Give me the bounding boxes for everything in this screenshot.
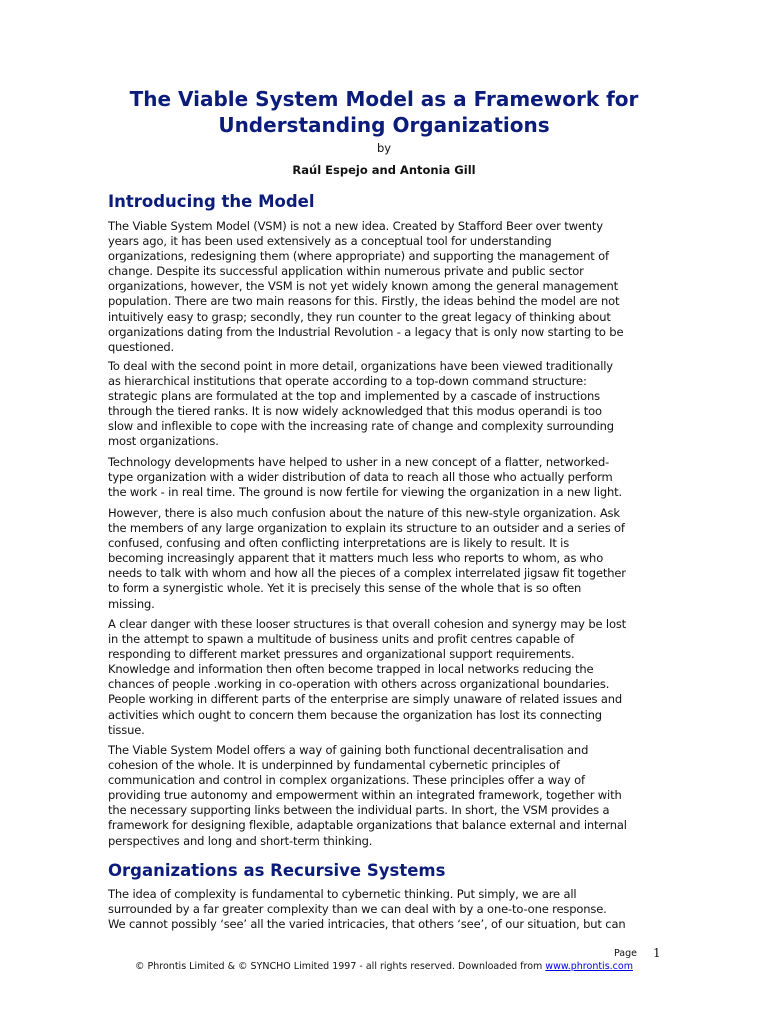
text-line: communication and control in complex organizations. These principles offer a way of bbox=[108, 773, 585, 788]
text-line: The Viable System Model offers a way of gaining both functional decentralisation and bbox=[108, 743, 589, 757]
paragraph-1 bbox=[108, 219, 663, 355]
text-line: the members of any large organization to explain its structure to an outsider and a series of bbox=[108, 521, 625, 536]
footer-copyright bbox=[0, 961, 768, 973]
text-line: years ago, it has been used extensively as a conceptual tool for understanding bbox=[108, 234, 552, 249]
text-line: through the tiered ranks. It is now widely acknowledged that this modus operandi is too bbox=[108, 404, 602, 419]
text-line: type organization with a wider distribution of data to reach all those who actually perform bbox=[108, 470, 613, 485]
title-line-1: The Viable System Model as a Framework for bbox=[129, 87, 639, 111]
footer-page-label: Page bbox=[614, 948, 637, 959]
paragraph-6 bbox=[108, 743, 663, 849]
text-line: slow and inflexible to cope with the increasing rate of change and complexity surrounding bbox=[108, 419, 614, 434]
text-line: activities which ought to concern them because the organization has lost its connecting bbox=[108, 707, 602, 722]
text-line: The Viable System Model (VSM) is not a new idea. Created by Stafford Beer over twenty bbox=[108, 219, 603, 233]
text-line: needs to talk with whom and how all the pieces of a complex interrelated jigsaw fit together bbox=[108, 566, 626, 581]
text-line: perspectives and long and short-term thinking. bbox=[108, 833, 373, 848]
document-title bbox=[0, 86, 768, 138]
text-line: organizations, however, the VSM is not yet widely known among the general management bbox=[108, 279, 619, 294]
text-line: becoming increasingly apparent that it matters much less who reports to whom, as who bbox=[108, 551, 604, 566]
text-line: cohesion of the whole. It is underpinned by fundamental cybernetic principles of bbox=[108, 758, 560, 773]
text-line: framework for designing flexible, adaptable organizations that balance external and internal bbox=[108, 818, 627, 833]
text-line: tissue. bbox=[108, 722, 145, 737]
copyright-text: © Phrontis Limited & © SYNCHO Limited 1997 - all rights reserved. Downloaded from bbox=[135, 961, 546, 972]
paragraph-7 bbox=[108, 887, 663, 932]
text-line: the work - in real time. The ground is now fertile for viewing the organization in a new light. bbox=[108, 485, 623, 500]
text-line: We cannot possibly ‘see’ all the varied intricacies, that others ‘see’, of our situation, but can bbox=[108, 917, 626, 932]
text-line: organizations dating from the Industrial Revolution - a legacy that is only now starting to be bbox=[108, 324, 624, 339]
footer-page-number: 1 bbox=[653, 946, 661, 960]
text-line: organizations, redesigning them (where appropriate) and supporting the management of bbox=[108, 249, 609, 264]
text-line: responding to different market pressures and organizational support requirements. bbox=[108, 647, 575, 662]
paragraph-5 bbox=[108, 617, 663, 738]
text-line: to form a synergistic whole. Yet it is precisely this sense of the whole that is so often bbox=[108, 581, 582, 596]
text-line: intuitively easy to grasp; secondly, they run counter to the great legacy of thinking about bbox=[108, 309, 611, 324]
text-line: strategic plans are formulated at the top and implemented by a cascade of instructions bbox=[108, 389, 600, 404]
paragraph-2 bbox=[108, 359, 663, 450]
authors: Raúl Espejo and Antonia Gill bbox=[292, 163, 476, 177]
text-line: in the attempt to spawn a multitude of business units and profit centres capable of bbox=[108, 632, 575, 647]
text-line: However, there is also much confusion about the nature of this new-style organization. Ask bbox=[108, 506, 620, 520]
text-line: the necessary supporting links between the individual parts. In short, the VSM provides a bbox=[108, 803, 610, 818]
title-line-2: Understanding Organizations bbox=[218, 113, 550, 137]
text-line: Technology developments have helped to usher in a new concept of a flatter, networked- bbox=[108, 455, 610, 469]
text-line: as hierarchical institutions that operate according to a top-down command structure: bbox=[108, 374, 587, 389]
paragraph-4 bbox=[108, 506, 663, 612]
text-line: Knowledge and information then often become trapped in local networks reducing the bbox=[108, 662, 594, 677]
text-line: To deal with the second point in more detail, organizations have been viewed traditionally bbox=[108, 359, 613, 373]
text-line: The idea of complexity is fundamental to cybernetic thinking. Put simply, we are all bbox=[108, 887, 577, 901]
section-heading-recursive-systems: Organizations as Recursive Systems bbox=[108, 861, 446, 880]
text-line: A clear danger with these looser structures is that overall cohesion and synergy may be lost bbox=[108, 617, 627, 631]
text-line: missing. bbox=[108, 596, 155, 611]
text-line: questioned. bbox=[108, 339, 175, 354]
text-line: surrounded by a far greater complexity than we can deal with by a one-to-one response. bbox=[108, 902, 607, 917]
section-heading-introducing: Introducing the Model bbox=[108, 192, 315, 211]
phrontis-link[interactable]: www.phrontis.com bbox=[545, 961, 633, 972]
text-line: change. Despite its successful application within numerous private and public sector bbox=[108, 264, 584, 279]
text-line: most organizations. bbox=[108, 434, 219, 449]
text-line: People working in different parts of the enterprise are simply unaware of related issues and bbox=[108, 692, 623, 707]
text-line: confused, confusing and often conflicting interpretations are is likely to result. It is bbox=[108, 536, 570, 551]
text-line: providing true autonomy and empowerment within an integrated framework, together with bbox=[108, 788, 622, 803]
text-line: chances of people .working in co-operation with others across organizational boundaries. bbox=[108, 677, 610, 692]
text-line: population. There are two main reasons for this. Firstly, the ideas behind the model are not bbox=[108, 294, 620, 309]
paragraph-3 bbox=[108, 455, 663, 500]
byline: by bbox=[376, 141, 392, 155]
